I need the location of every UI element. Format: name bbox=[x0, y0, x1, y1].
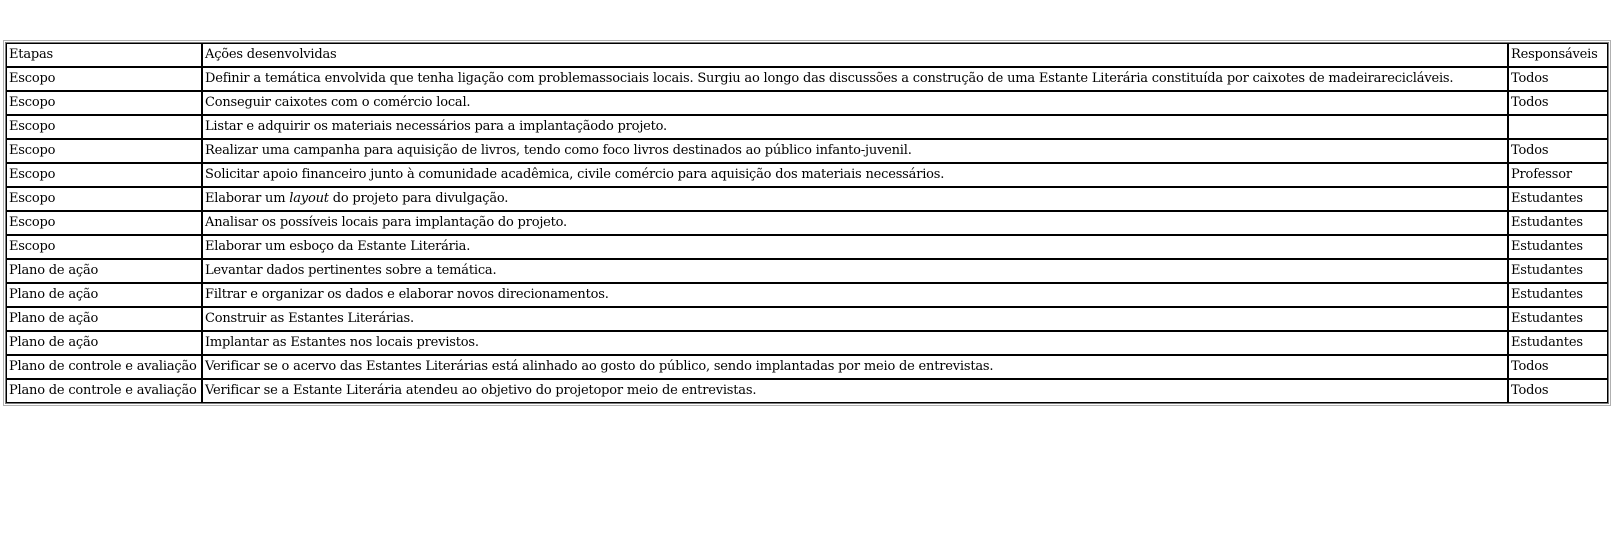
cell-etapa: Plano de ação bbox=[6, 283, 202, 307]
table-row bbox=[6, 355, 1608, 379]
cell-etapa: Escopo bbox=[6, 139, 202, 163]
table-row bbox=[6, 139, 1608, 163]
cell-acao: Solicitar apoio financeiro junto à comunidade acadêmica, civile comércio para aquisição dos materiais necessários. bbox=[202, 163, 1508, 187]
table-row bbox=[6, 235, 1608, 259]
cell-acao: Verificar se a Estante Literária atendeu ao objetivo do projetopor meio de entrevistas. bbox=[202, 379, 1508, 403]
cell-responsavel: Estudantes bbox=[1508, 259, 1608, 283]
cell-acao: Construir as Estantes Literárias. bbox=[202, 307, 1508, 331]
cell-acao: Realizar uma campanha para aquisição de livros, tendo como foco livros destinados ao público infanto-juvenil. bbox=[202, 139, 1508, 163]
cell-acao: Listar e adquirir os materiais necessários para a implantaçãodo projeto. bbox=[202, 115, 1508, 139]
header-responsaveis: Responsáveis bbox=[1508, 43, 1608, 67]
table-row bbox=[6, 259, 1608, 283]
cell-acao: Conseguir caixotes com o comércio local. bbox=[202, 91, 1508, 115]
cell-etapa: Escopo bbox=[6, 211, 202, 235]
table-row bbox=[6, 211, 1608, 235]
header-etapas: Etapas bbox=[6, 43, 202, 67]
table-container bbox=[5, 42, 1609, 404]
cell-etapa: Plano de ação bbox=[6, 307, 202, 331]
cell-acao: Analisar os possíveis locais para implantação do projeto. bbox=[202, 211, 1508, 235]
table-row bbox=[6, 115, 1608, 139]
cell-acao-text-italic: layout bbox=[289, 191, 329, 206]
header-acoes: Ações desenvolvidas bbox=[202, 43, 1508, 67]
cell-acao: Levantar dados pertinentes sobre a temática. bbox=[202, 259, 1508, 283]
cell-acao: Verificar se o acervo das Estantes Literárias está alinhado ao gosto do público, sendo implantadas por meio de entrevistas. bbox=[202, 355, 1508, 379]
cell-acao: Filtrar e organizar os dados e elaborar novos direcionamentos. bbox=[202, 283, 1508, 307]
cell-responsavel: Estudantes bbox=[1508, 331, 1608, 355]
cell-etapa: Escopo bbox=[6, 187, 202, 211]
cell-etapa: Plano de controle e avaliação bbox=[6, 355, 202, 379]
cell-etapa: Escopo bbox=[6, 115, 202, 139]
cell-responsavel: Estudantes bbox=[1508, 187, 1608, 211]
cell-responsavel: Todos bbox=[1508, 379, 1608, 403]
actions-table bbox=[5, 42, 1609, 404]
cell-responsavel: Estudantes bbox=[1508, 235, 1608, 259]
cell-responsavel bbox=[1508, 115, 1608, 139]
table-header-row bbox=[6, 43, 1608, 67]
cell-responsavel: Estudantes bbox=[1508, 283, 1608, 307]
cell-etapa: Escopo bbox=[6, 91, 202, 115]
cell-acao: Implantar as Estantes nos locais previstos. bbox=[202, 331, 1508, 355]
cell-etapa: Plano de ação bbox=[6, 331, 202, 355]
table-row bbox=[6, 163, 1608, 187]
cell-responsavel: Professor bbox=[1508, 163, 1608, 187]
cell-etapa: Plano de controle e avaliação bbox=[6, 379, 202, 403]
cell-responsavel: Estudantes bbox=[1508, 211, 1608, 235]
cell-acao bbox=[202, 187, 1508, 211]
table-row bbox=[6, 67, 1608, 91]
cell-responsavel: Estudantes bbox=[1508, 307, 1608, 331]
table-row bbox=[6, 91, 1608, 115]
cell-acao: Definir a temática envolvida que tenha ligação com problemassociais locais. Surgiu ao longo das discussões a construção de uma Estante Literária constituída por caixotes de madeirarecicláveis. bbox=[202, 67, 1508, 91]
table-row bbox=[6, 187, 1608, 211]
table-row bbox=[6, 379, 1608, 403]
cell-responsavel: Todos bbox=[1508, 67, 1608, 91]
cell-acao: Elaborar um esboço da Estante Literária. bbox=[202, 235, 1508, 259]
table-row bbox=[6, 307, 1608, 331]
cell-responsavel: Todos bbox=[1508, 139, 1608, 163]
cell-etapa: Escopo bbox=[6, 235, 202, 259]
cell-acao-text-post: do projeto para divulgação. bbox=[328, 191, 509, 206]
cell-etapa: Plano de ação bbox=[6, 259, 202, 283]
table-row bbox=[6, 331, 1608, 355]
cell-responsavel: Todos bbox=[1508, 355, 1608, 379]
cell-etapa: Escopo bbox=[6, 67, 202, 91]
cell-responsavel: Todos bbox=[1508, 91, 1608, 115]
cell-etapa: Escopo bbox=[6, 163, 202, 187]
table-row bbox=[6, 283, 1608, 307]
cell-acao-text-pre: Elaborar um bbox=[205, 191, 290, 206]
